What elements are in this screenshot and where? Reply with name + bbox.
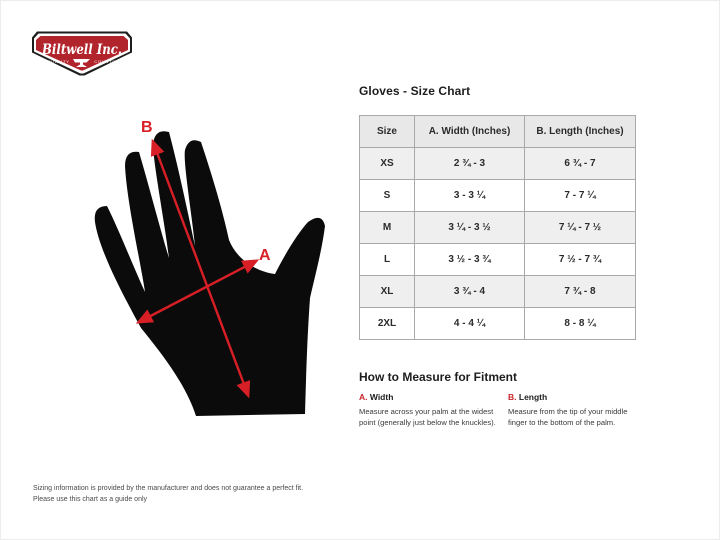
logo-tagline-counts: COUNTS [94, 59, 116, 64]
measure-label-width [359, 392, 499, 402]
table-header-row [360, 116, 636, 148]
arrow-label-b: B [141, 119, 153, 136]
table-row-m [360, 212, 636, 244]
width-cell: 2 ¾ - 3 [415, 148, 525, 180]
width-cell: 3 ½ - 3 ¾ [415, 244, 525, 276]
size-cell: M [360, 212, 415, 244]
hand-measurement-diagram [81, 99, 341, 431]
measure-label-text: Width [369, 392, 394, 402]
measure-prefix-a: A. [359, 392, 368, 402]
measure-item-width [359, 392, 499, 428]
disclaimer-line-2: Please use this chart as a guide only [33, 495, 148, 503]
width-cell: 3 ¼ - 3 ½ [415, 212, 525, 244]
length-cell: 7 ¾ - 8 [525, 276, 636, 308]
length-cell: 7 - 7 ¼ [525, 180, 636, 212]
logo-brand-text: Biltwell Inc. [41, 42, 122, 58]
column-header-size: Size [360, 116, 415, 148]
width-cell: 3 ¾ - 4 [415, 276, 525, 308]
length-cell: 8 - 8 ¼ [525, 308, 636, 340]
table-row-s [360, 180, 636, 212]
table-row-l [360, 244, 636, 276]
measure-instructions-length: Measure from the tip of your middle finger to the bottom of the palm. [508, 407, 628, 427]
size-cell: 2XL [360, 308, 415, 340]
size-cell: XS [360, 148, 415, 180]
disclaimer [33, 484, 303, 505]
size-cell: S [360, 180, 415, 212]
size-cell: L [360, 244, 415, 276]
length-cell: 7 ¼ - 7 ½ [525, 212, 636, 244]
length-cell: 7 ½ - 7 ¾ [525, 244, 636, 276]
width-cell: 3 - 3 ¼ [415, 180, 525, 212]
biltwell-logo [31, 31, 133, 76]
measure-label-length [508, 392, 648, 402]
length-cell: 6 ¾ - 7 [525, 148, 636, 180]
size-cell: XL [360, 276, 415, 308]
column-header-length: B. Length (Inches) [525, 116, 636, 148]
table-row-2xl [360, 308, 636, 340]
measure-prefix-b: B. [508, 392, 517, 402]
measure-item-length [508, 392, 648, 428]
measure-label-text: Length [518, 392, 548, 402]
column-header-width: A. Width (Inches) [415, 116, 525, 148]
hand-silhouette [95, 131, 325, 416]
measure-columns [359, 392, 649, 428]
table-row-xl [360, 276, 636, 308]
table-row-xs [360, 148, 636, 180]
size-chart-title: Gloves - Size Chart [359, 84, 471, 98]
logo-tagline-quality: QUALITY [47, 59, 70, 64]
arrow-label-a: A [259, 247, 271, 264]
measure-section-title: How to Measure for Fitment [359, 370, 518, 384]
size-chart-table [359, 115, 636, 340]
width-cell: 4 - 4 ¼ [415, 308, 525, 340]
measure-instructions-width: Measure across your palm at the widest point (generally just below the knuckles). [359, 407, 496, 427]
disclaimer-line-1: Sizing information is provided by the manufacturer and does not guarantee a perfect fit. [33, 485, 304, 492]
